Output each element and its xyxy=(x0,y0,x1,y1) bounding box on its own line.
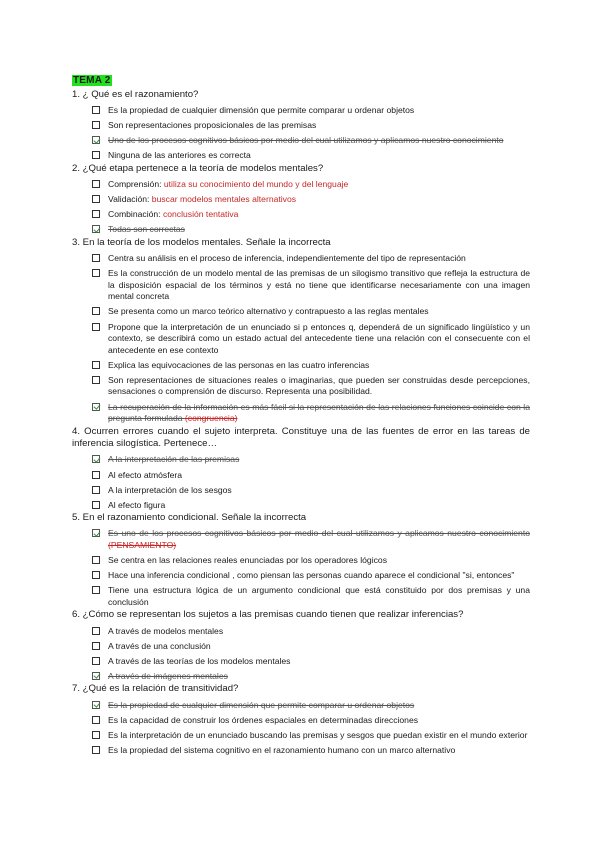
answer-option[interactable] xyxy=(72,375,530,398)
answer-option[interactable] xyxy=(72,745,530,757)
answer-option[interactable] xyxy=(72,322,530,357)
checked-checkbox[interactable] xyxy=(92,529,100,537)
answer-option[interactable] xyxy=(72,120,530,132)
answer-option[interactable] xyxy=(72,470,530,482)
answer-option[interactable] xyxy=(72,570,530,582)
answer-option[interactable] xyxy=(72,402,530,425)
answer-option[interactable] xyxy=(72,150,530,162)
option-text: La recuperación de la información es más fácil si la representación de las relaciones funciones coincide con la pregunta formulada xyxy=(108,401,530,424)
answer-option[interactable] xyxy=(72,224,530,236)
option-text: Ninguna de las anteriores es correcta xyxy=(108,150,251,161)
answer-option[interactable] xyxy=(72,585,530,608)
checkbox[interactable] xyxy=(92,571,100,579)
checkbox[interactable] xyxy=(92,586,100,594)
answer-option[interactable] xyxy=(72,268,530,303)
option-note: buscar modelos mentales alternativos xyxy=(151,194,297,205)
checked-checkbox[interactable] xyxy=(92,403,100,411)
answer-option[interactable] xyxy=(72,656,530,668)
answer-option[interactable] xyxy=(72,715,530,727)
option-text: Combinación: xyxy=(108,209,163,220)
option-note: (PENSAMIENTO) xyxy=(108,540,177,550)
question-4: 4. Ocurren errores cuando el sujeto interpreta. Constituye una de las fuentes de error en las tareas de inferencia silogística. Pertenece… xyxy=(72,425,530,450)
checked-checkbox[interactable] xyxy=(92,701,100,709)
checkbox[interactable] xyxy=(92,180,100,188)
option-text: Al efecto atmósfera xyxy=(108,469,183,480)
answer-option[interactable] xyxy=(72,360,530,372)
checkbox[interactable] xyxy=(92,195,100,203)
option-text: Es la capacidad de construir los órdenes espaciales en determinadas direcciones xyxy=(108,714,419,725)
answer-option[interactable] xyxy=(72,555,530,567)
question-5: 5. En el razonamiento condicional. Señale la incorrecta xyxy=(72,512,307,524)
option-text: Al efecto figura xyxy=(108,499,166,510)
checkbox[interactable] xyxy=(92,121,100,129)
option-text: A través de una conclusión xyxy=(108,640,211,651)
answer-option[interactable] xyxy=(72,306,530,318)
option-text: Todas son correctas xyxy=(108,224,185,235)
checkbox[interactable] xyxy=(92,307,100,315)
option-text: A través de modelos mentales xyxy=(108,625,224,636)
answer-option[interactable] xyxy=(72,641,530,653)
checkbox[interactable] xyxy=(92,269,100,277)
option-text: Tiene una estructura lógica de un argumento condicional que está constituido por dos premisas y una conclusión xyxy=(108,585,530,607)
option-text: Validación: xyxy=(108,194,152,205)
option-note: (congruencia) xyxy=(184,413,238,424)
option-text: Es uno de los procesos cognitivos básicos por medio del cual utilizamos y aplicamos nuestro conocimiento xyxy=(108,528,530,539)
answer-option[interactable] xyxy=(72,626,530,638)
answer-option[interactable] xyxy=(72,730,530,742)
answer-option[interactable] xyxy=(72,209,530,221)
checkbox[interactable] xyxy=(92,642,100,650)
checkbox[interactable] xyxy=(92,471,100,479)
option-text: Es la interpretación de un enunciado buscando las premisas y sesgos que puedan existir en el mundo exterior xyxy=(108,729,528,740)
answer-option[interactable] xyxy=(72,179,530,191)
option-note: conclusión tentativa xyxy=(162,209,239,220)
checkbox[interactable] xyxy=(92,323,100,331)
checkbox[interactable] xyxy=(92,627,100,635)
answer-option[interactable] xyxy=(72,194,530,206)
option-text: A la interpretación de los sesgos xyxy=(108,484,232,495)
checked-checkbox[interactable] xyxy=(92,225,100,233)
question-6: 6. ¿Cómo se representan los sujetos a las premisas cuando tienen que realizar inferencias? xyxy=(72,609,464,621)
question-1: 1. ¿ Qué es el razonamiento? xyxy=(72,89,199,100)
question-7: 7. ¿Qué es la relación de transitividad? xyxy=(72,683,239,695)
option-text: Se presenta como un marco teórico alternativo y contrapuesto a las reglas mentales xyxy=(108,306,429,317)
question-3: 3. En la teoría de los modelos mentales. Señale la incorrecta xyxy=(72,236,331,248)
option-text: A la interpretación de las premisas xyxy=(108,454,240,465)
option-text: Propone que la interpretación de un enunciado si p entonces q, dependerá de un significado lingüístico y un contexto, se describirá como un estado actual del antecedente tiene una relación con el consecuente con el antecedente en ese contexto xyxy=(108,321,530,355)
checked-checkbox[interactable] xyxy=(92,455,100,463)
checkbox[interactable] xyxy=(92,501,100,509)
topic-tag: TEMA 2 xyxy=(73,75,111,86)
option-text: Explica las equivocaciones de las personas en las cuatro inferencias xyxy=(108,359,370,370)
option-text: Es la propiedad del sistema cognitivo en el razonamiento humano con un marco alternativo xyxy=(108,744,456,755)
option-text: Es la propiedad de cualquier dimensión que permite comparar u ordenar objetos xyxy=(108,105,415,116)
option-text: Hace una inferencia condicional , como piensan las personas cuando aparece el condicional "si, entonces" xyxy=(108,570,515,581)
checked-checkbox[interactable] xyxy=(92,672,100,680)
checkbox[interactable] xyxy=(92,716,100,724)
answer-option[interactable] xyxy=(72,500,530,512)
option-text: Es la construcción de un modelo mental de las premisas de un silogismo transitivo que refleja la estructura de la disposición espacial de los términos y está no tiene que identificarse necesariamente con una imagen mental concreta xyxy=(108,268,530,302)
answer-option[interactable] xyxy=(72,253,530,265)
answer-option[interactable] xyxy=(72,105,530,117)
option-text: Centra su análisis en el proceso de inferencia, independientemente del tipo de representación xyxy=(108,253,466,264)
question-list xyxy=(72,89,530,756)
answer-option[interactable] xyxy=(72,135,530,147)
answer-option[interactable] xyxy=(72,454,530,466)
document-page xyxy=(72,70,530,756)
option-note: utiliza su conocimiento del mundo y del lenguaje xyxy=(163,179,349,190)
option-text: Comprensión: xyxy=(108,179,164,190)
option-text: Es la propiedad de cualquier dimensión que permite comparar u ordenar objetos xyxy=(108,699,415,710)
checkbox[interactable] xyxy=(92,254,100,262)
option-text: Son representaciones proposicionales de las premisas xyxy=(108,120,317,131)
option-text: Se centra en las relaciones reales enunciadas por los operadores lógicos xyxy=(108,555,387,566)
checkbox[interactable] xyxy=(92,746,100,754)
option-text: A través de imágenes mentales xyxy=(108,670,228,681)
checkbox[interactable] xyxy=(92,210,100,218)
answer-option[interactable] xyxy=(72,528,530,551)
checkbox[interactable] xyxy=(92,657,100,665)
answer-option[interactable] xyxy=(72,671,530,683)
checkbox[interactable] xyxy=(92,486,100,494)
question-2: 2. ¿Qué etapa pertenece a la teoría de modelos mentales? xyxy=(72,162,324,174)
checkbox[interactable] xyxy=(92,361,100,369)
checkbox[interactable] xyxy=(92,731,100,739)
checkbox[interactable] xyxy=(92,151,100,159)
answer-option[interactable] xyxy=(72,700,530,712)
answer-option[interactable] xyxy=(72,485,530,497)
option-text: Son representaciones de situaciones reales o imaginarias, que pueden ser construidas desde percepciones, sensaciones o comprensión de discurso. Representa una posibilidad. xyxy=(108,374,530,397)
checkbox[interactable] xyxy=(92,556,100,564)
checkbox[interactable] xyxy=(92,376,100,384)
checked-checkbox[interactable] xyxy=(92,136,100,144)
checkbox[interactable] xyxy=(92,106,100,114)
option-text: Uno de los procesos cognitivos básicos por medio del cual utilizamos y aplicamos nuestro conocimiento xyxy=(108,135,504,146)
option-text: A través de las teorías de los modelos mentales xyxy=(108,655,291,666)
